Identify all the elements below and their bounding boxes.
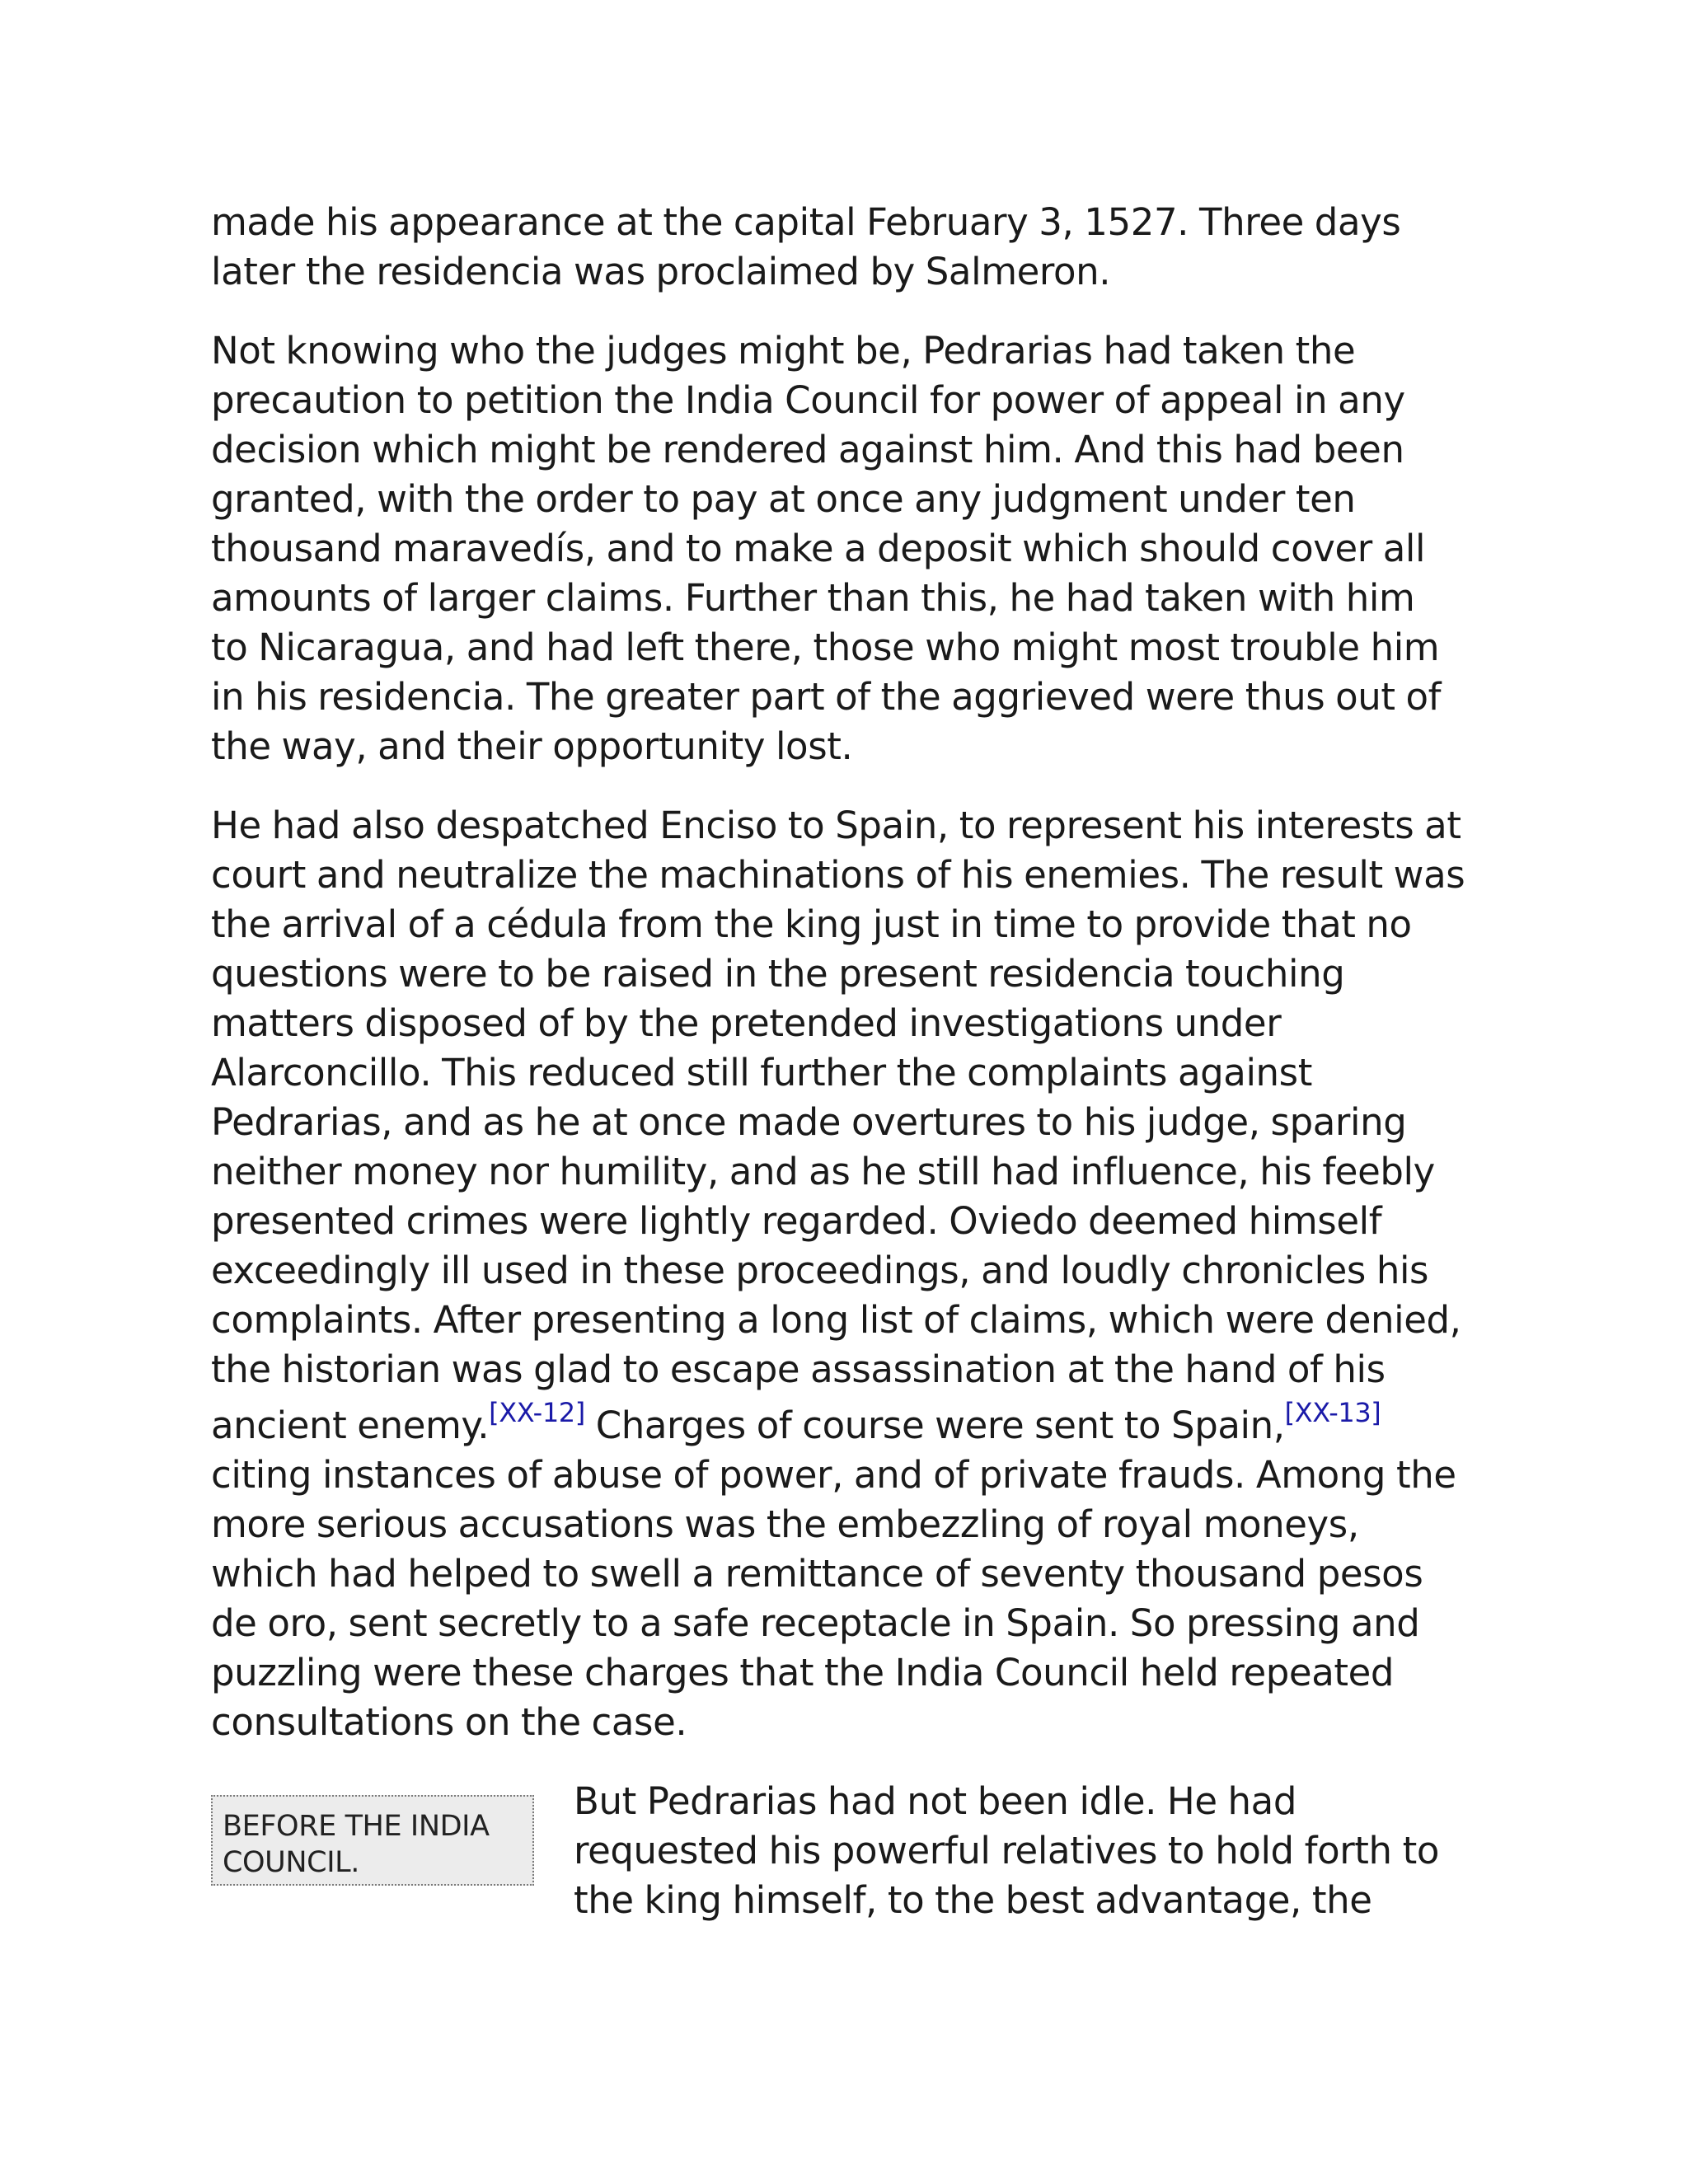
text-line: court and neutralize the machinations of his enemies. The result was [211,853,1465,897]
text-line: But Pedrarias had not been idle. He had [574,1779,1297,1823]
text-line: which had helped to swell a remittance of seventy thousand pesos [211,1552,1423,1596]
text-line: to Nicaragua, and had left there, those who might most trouble him [211,626,1440,669]
text-line: exceedingly ill used in these proceedings, and loudly chronicles his [211,1249,1429,1292]
paragraph-4-with-sidenote [211,1777,1480,1925]
text-line: Pedrarias, and as he at once made overtures to his judge, sparing [211,1100,1407,1144]
text-line: made his appearance at the capital February 3, 1527. Three days [211,200,1401,244]
text-line: the way, and their opportunity lost. [211,724,853,768]
text-line: matters disposed of by the pretended investigations under [211,1001,1282,1045]
text-line: citing instances of abuse of power, and of private frauds. Among the [211,1453,1456,1497]
text-line: later the residencia was proclaimed by Salmeron. [211,250,1111,293]
text-line: the historian was glad to escape assassination at the hand of his [211,1347,1386,1391]
text-line: questions were to be raised in the present residencia touching [211,952,1345,996]
paragraph-4 [574,1777,1480,1925]
text-line: presented crimes were lightly regarded. Oviedo deemed himself [211,1199,1382,1243]
paragraph-2 [211,326,1480,771]
text-line: consultations on the case. [211,1700,687,1744]
text-line: granted, with the order to pay at once any judgment under ten [211,477,1356,521]
text-line: neither money nor humility, and as he still had influence, his feebly [211,1150,1435,1193]
text-line: decision which might be rendered against him. And this had been [211,428,1404,471]
text-line: requested his powerful relatives to hold forth to [574,1829,1439,1872]
text-line: precaution to petition the India Council for power of appeal in any [211,378,1405,422]
paragraph-1 [211,198,1480,297]
document-page [211,198,1480,1955]
text-line: thousand maravedís, and to make a deposit which should cover all [211,527,1426,570]
sidenote-line: BEFORE THE INDIA [223,1810,490,1843]
footnote-text-line [211,1397,1480,1451]
text-fragment: Charges of course were sent to Spain, [584,1404,1285,1447]
text-line: Alarconcillo. This reduced still further the complaints against [211,1051,1312,1094]
text-line: puzzling were these charges that the India Council held repeated [211,1651,1395,1694]
paragraph-3 [211,801,1480,1747]
sidenote-box [211,1795,534,1886]
text-line: more serious accusations was the embezzling of royal moneys, [211,1502,1359,1546]
text-fragment: ancient enemy. [211,1404,490,1447]
text-line: He had also despatched Enciso to Spain, to represent his interests at [211,804,1461,847]
footnote-link-xx-12[interactable]: [XX-12] [489,1397,585,1428]
text-line: complaints. After presenting a long list of claims, which were denied, [211,1298,1461,1342]
footnote-link-xx-13[interactable]: [XX-13] [1284,1397,1381,1428]
text-line: Not knowing who the judges might be, Pedrarias had taken the [211,329,1356,373]
text-line: amounts of larger claims. Further than this, he had taken with him [211,576,1415,620]
sidenote-line: COUNCIL. [223,1846,359,1879]
text-line: the arrival of a cédula from the king just in time to provide that no [211,902,1412,946]
text-line: the king himself, to the best advantage, the [574,1878,1372,1922]
text-line: de oro, sent secretly to a safe receptacle in Spain. So pressing and [211,1601,1420,1645]
text-line: in his residencia. The greater part of the aggrieved were thus out of [211,675,1442,719]
